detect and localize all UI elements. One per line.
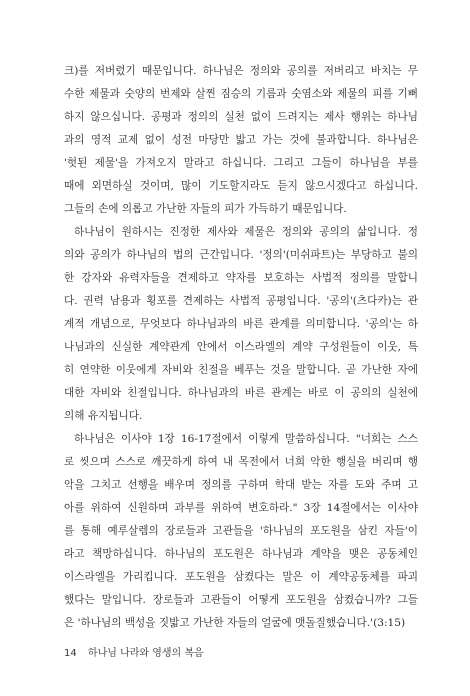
paragraph: [64, 221, 418, 428]
text-line: 하나님은 이사야 1장 16-17절에서 이렇게 말씀하십니다. "너희는 스스: [74, 433, 418, 445]
text-line: 계적 개념으로, 무엇보다 하나님과의 바른 관계를 의미합니다. '공의'는 하: [64, 318, 418, 330]
page-footer: [64, 644, 204, 659]
text-line: 히 연약한 이웃에게 자비와 친절을 베푸는 것을 말합니다. 곧 가난한 자에: [64, 364, 418, 376]
paragraph: [64, 428, 418, 635]
text-line: 악을 그치고 선행을 배우며 정의를 구하며 학대 받는 자를 도와 주며 고: [64, 479, 418, 491]
text-line: 은 '하나님의 백성을 짓밟고 가난한 자들의 얼굴에 맷돌질했습니다.'(3:15): [64, 617, 406, 629]
text-line: 크)를 저버렸기 때문입니다. 하나님은 정의와 공의를 저버리고 바치는 무: [64, 65, 418, 77]
body-text: [64, 60, 418, 635]
text-line: 한 강자와 유력자들을 견제하고 약자를 보호하는 사법적 정의를 말합니: [64, 272, 418, 284]
text-line: 하나님이 원하시는 진정한 제사와 제물은 정의와 공의의 삶입니다. 정: [74, 226, 418, 238]
text-line: 다. 권력 남용과 횡포를 견제하는 사법적 공평입니다. '공의'(츠다카)는 관: [64, 295, 418, 307]
text-line: 과의 영적 교제 없이 성전 마당만 밟고 가는 것에 불과합니다. 하나님은: [64, 134, 418, 146]
text-line: 수한 제물과 숫양의 번제와 살찐 짐승의 기름과 숫염소와 제물의 피를 기뻐: [64, 88, 418, 100]
text-line: 이스라엘을 가리킵니다. 포도원을 삼켰다는 말은 이 계약공동체를 파괴: [64, 571, 418, 583]
text-line: 하지 않으십니다. 공평과 정의의 실천 없이 드려지는 제사 행위는 하나님: [64, 111, 418, 123]
text-line: 의해 유지됩니다.: [64, 410, 143, 422]
text-line: 로 씻으며 스스로 깨끗하게 하여 내 목전에서 너희 악한 행실을 버리며 행: [64, 456, 418, 468]
text-line: 때에 외면하실 것이며, 많이 기도할지라도 듣지 않으시겠다고 하십니다.: [64, 180, 418, 192]
text-line: 그들의 손에 의롭고 가난한 자들의 피가 가득하기 때문입니다.: [64, 203, 347, 215]
text-line: 의와 공의가 하나님의 법의 근간입니다. '정의'(미쉬파트)는 부당하고 불의: [64, 249, 418, 261]
text-line: 를 통해 예루살렘의 장로들과 고관들을 '하나님의 포도원을 삼킨 자들'이: [64, 525, 418, 537]
text-line: 라고 책망하십니다. 하나님의 포도원은 하나님과 계약을 맺은 공동체인: [64, 548, 418, 560]
paragraph: [64, 60, 418, 221]
running-title: 하나님 나라와 영생의 복음: [87, 648, 204, 659]
text-line: '헛된 제물'을 가져오지 말라고 하십니다. 그리고 그들이 하나님을 부를: [64, 157, 418, 169]
text-line: 나님과의 신실한 계약관계 안에서 이스라엘의 계약 구성원들이 이웃, 특: [64, 341, 418, 353]
text-line: 대한 자비와 친절입니다. 하나님과의 바른 관계는 바로 이 공의의 실천에: [64, 387, 418, 399]
text-line: 아를 위하여 신원하며 과부를 위하여 변호하라." 3장 14절에서는 이사야: [64, 502, 418, 514]
page-number: 14: [64, 648, 77, 659]
text-line: 했다는 말입니다. 장로들과 고관들이 어떻게 포도원을 삼켰습니까? 그들: [64, 594, 418, 606]
